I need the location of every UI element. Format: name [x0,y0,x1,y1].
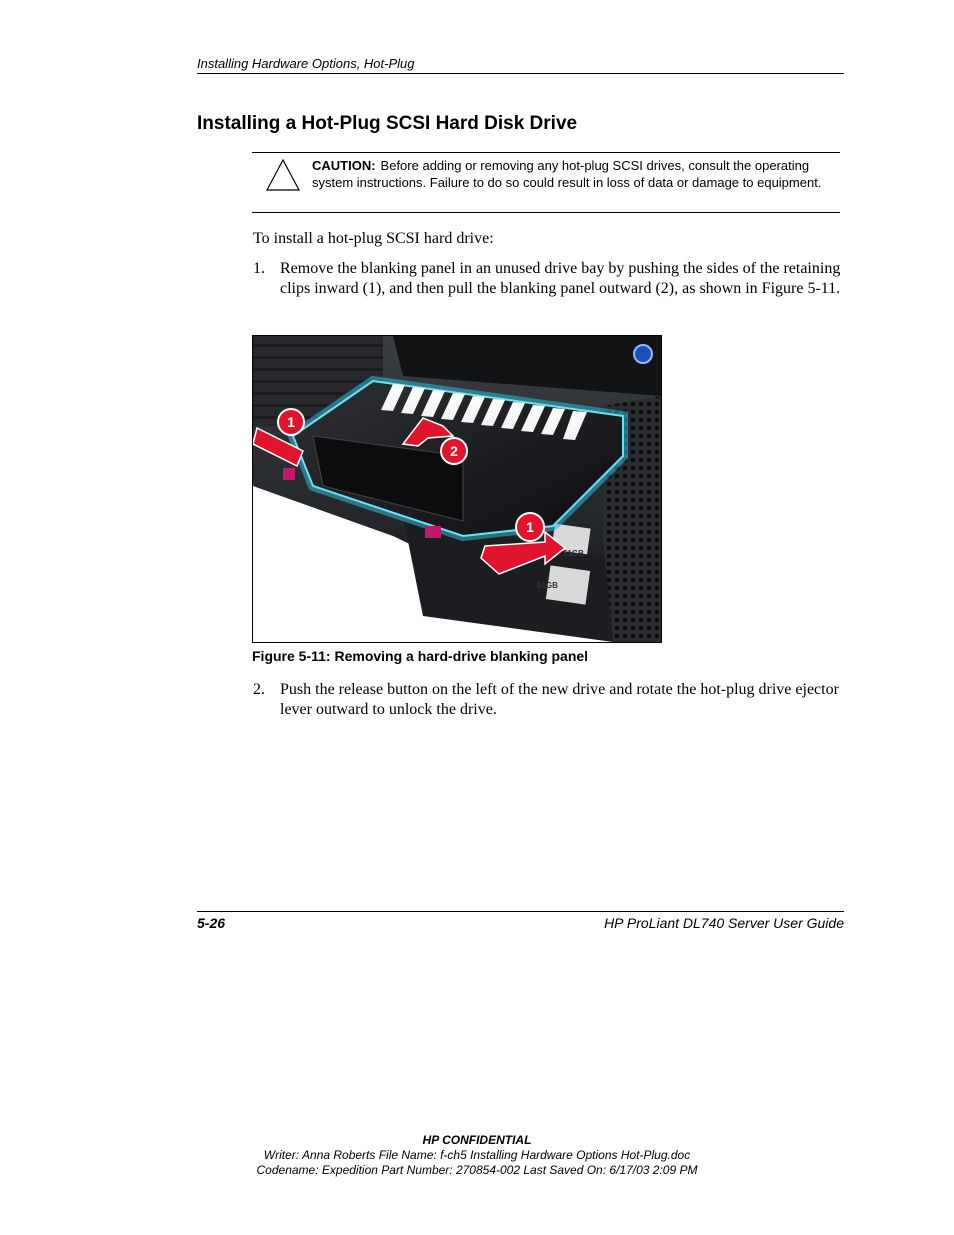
svg-text:2: 2 [450,443,458,459]
header-rule [197,73,844,74]
step-1-text: Remove the blanking panel in an unused drive bay by pushing the sides of the retaining clips inward (1), and then pull the blanking panel outward (2), as shown in Figure 5-11. [280,260,841,297]
warning-triangle-icon [264,157,302,193]
caution-text [312,158,840,191]
power-button-icon [634,345,652,363]
callout-1-top [278,409,304,435]
guide-title: HP ProLiant DL740 Server User Guide [604,915,844,931]
figure-5-11-image [252,335,662,643]
step-1-number: 1. [253,260,265,277]
figure-caption: Figure 5-11: Removing a hard-drive blanking panel [252,648,589,664]
caution-label: CAUTION: [312,158,376,173]
section-title: Installing a Hot-Plug SCSI Hard Disk Drive [197,113,578,134]
step-2-number: 2. [253,681,265,698]
confidential-writer-line: Writer: Anna Roberts File Name: f-ch5 Installing Hardware Options Hot-Plug.doc [263,1148,691,1162]
svg-text:1: 1 [526,519,534,535]
footer-rule [197,911,844,912]
caution-box [252,152,840,213]
drive-label-1: 51GB [537,581,558,590]
drive-label-2: 51GB [563,549,584,558]
callout-1-bottom [516,513,544,541]
retaining-clip-left [283,468,295,480]
page-number: 5-26 [197,915,226,931]
caution-message: Before adding or removing any hot-plug SCSI drives, consult the operating system instructions. Failure to do so could result in loss of data or damage to equipment. [312,158,822,190]
confidential-codename-line: Codename: Expedition Part Number: 270854-002 Last Saved On: 6/17/03 2:09 PM [256,1163,698,1177]
callout-2 [441,438,467,464]
confidential-title: HP CONFIDENTIAL [422,1133,532,1147]
step-2-text: Push the release button on the left of the new drive and rotate the hot-plug drive ejector lever outward to unlock the drive. [280,681,839,718]
retaining-clip-right [425,526,441,538]
intro-text: To install a hot-plug SCSI hard drive: [253,230,494,247]
svg-text:1: 1 [287,414,295,430]
running-header: Installing Hardware Options, Hot-Plug [197,56,415,71]
